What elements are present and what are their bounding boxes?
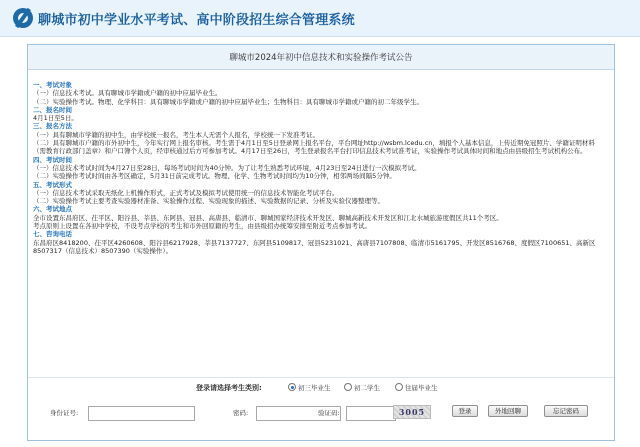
header-bar [0, 0, 640, 37]
id-label: 身份证号: [50, 409, 79, 417]
notice-paragraph: （二）实验操作考试。物理、化学科目：具有聊城市学籍或户籍的初中应届毕业生；生物科目：具有聊城市学籍或户籍的初二年级学生。 [33, 97, 423, 106]
radio-previous-graduate[interactable]: 往届毕业生 [395, 383, 438, 393]
captcha-image[interactable]: 3005 [393, 405, 431, 419]
radio-grade-nine-graduate[interactable]: 初三毕业生 [288, 383, 331, 393]
radio-unchecked-icon [344, 383, 352, 391]
notice-title: 聊城市2024年初中信息技术和实验操作考试公告 [229, 53, 413, 63]
notice-header [28, 45, 614, 70]
notice-paragraph: 考点原则上设置在各初中学校，不设考点学校的考生和市外回原籍的考生，由县级招办统筹安排至附近考点参加考试。 [33, 222, 371, 231]
app-title: 聊城市初中学业水平考试、高中阶段招生综合管理系统 [38, 13, 355, 28]
liaocheng-logo-icon [13, 8, 33, 28]
section-heading: 七、咨询电话 [33, 230, 72, 239]
offsite-return-button[interactable]: 外地回聊 [488, 405, 528, 417]
section-heading: 三、报名方法 [33, 122, 72, 131]
category-selector [28, 377, 614, 394]
notice-paragraph: （二）实验操作考试时间由各考区确定，5月31日前完成考试。物理、化学、生物考试时间均为10分钟，相邻两场间隔5分钟。 [33, 172, 396, 181]
section-heading: 六、考试地点 [33, 205, 72, 214]
notice-paragraph: 东昌府区8418200、茌平区4260608、阳谷县6217928、莘县7137727、东阿县5109817、冠县5231021、高唐县7107808、临清市5161795、开发区8516768、度假区7100651、高新区8507317（信息技术）8507390（实验操作）。 [33, 238, 596, 255]
radio-unchecked-icon [395, 383, 403, 391]
login-form [28, 401, 614, 425]
password-label: 密码: [233, 409, 249, 417]
section-heading: 一、考试对象 [33, 81, 72, 89]
notice-paragraph: （一）具有聊城市学籍的初中生，由学校统一报名，考生本人无需个人报名，学校统一下发准考证。 [33, 130, 319, 139]
notice-paragraph: （一）信息技术考试时间为4月27日至28日，每场考试时间为40分钟。为了让考生熟悉考试环境，4月23日至24日进行一次模拟考试。 [33, 163, 421, 172]
notice-paragraph: （一）信息技术考试。具有聊城市学籍或户籍的初中应届毕业生。 [33, 89, 222, 98]
notice-paragraph: 4月1日至5日。 [33, 114, 78, 123]
captcha-input[interactable] [346, 406, 396, 421]
section-heading: 二、报名时间 [33, 105, 72, 114]
login-button[interactable]: 登录 [452, 405, 478, 417]
notice-panel [27, 44, 615, 441]
notice-paragraph: （二）实验操作考试主要考查实验器材准备、实验操作过程、实验现象的描述、实验数据的记录、分析及实验仪器整理等。 [33, 197, 384, 206]
notice-content [33, 81, 607, 255]
notice-paragraph: （一）信息技术考试采取无纸化上机操作形式，正式考试及模拟考试使用统一的信息技术智能化考试平台。 [33, 188, 339, 197]
category-label: 登录请选择考生类别: [196, 384, 262, 392]
captcha-label: 验证码: [318, 409, 340, 417]
radio-grade-eight-student[interactable]: 初二学生 [344, 383, 380, 393]
notice-paragraph: （二）具有聊城市户籍的市外初中生，今年实行网上报名审核。考生需于4月1日至5日登录网上报名平台，平台网址http://wsbm.lcedu.cn，填报个人基本信息，上传近期免冠照片、学籍证明材料（需教育行政部门盖章）和户口簿个人页，经审核通过后方可参加考试。4月17日至26日，考生登录报名平台打印信息技术考试准考证，实验操作考试具体时间和地点由县级招生考试机构公布。 [33, 139, 595, 156]
forgot-password-button[interactable]: 忘记密码 [544, 405, 588, 417]
notice-paragraph: 全市设置东昌府区、茌平区、阳谷县、莘县、东阿县、冠县、高唐县、临清市、聊城国家经济技术开发区、聊城高新技术开发区和江北水城旅游度假区共11个考区。 [33, 213, 503, 222]
section-heading: 五、考试形式 [33, 180, 72, 189]
radio-checked-icon [288, 383, 296, 391]
section-heading: 四、考试时间 [33, 155, 72, 164]
id-number-input[interactable] [88, 406, 195, 421]
